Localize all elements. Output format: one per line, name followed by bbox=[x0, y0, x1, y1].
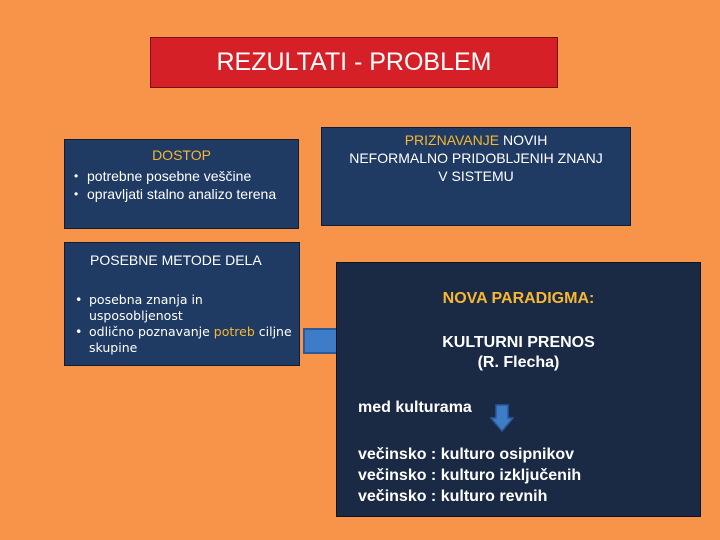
metode-item bbox=[89, 324, 294, 356]
priznavanje-highlight: PRIZNAVANJE bbox=[404, 132, 500, 148]
metode-item-2-post: ciljne skupine bbox=[89, 324, 292, 355]
metode-item: • posebna znanja in usposobljenost bbox=[89, 292, 294, 324]
priznavanje-line-2: NEFORMALNO PRIDOBLJENIH ZNANJ bbox=[349, 150, 603, 166]
priznavanje-box bbox=[321, 127, 631, 226]
paradigma-list-item: večinsko : kulturo revnih bbox=[358, 488, 548, 505]
page-title: REZULTATI - PROBLEM bbox=[216, 48, 492, 76]
paradigma-title: NOVA PARADIGMA: bbox=[442, 290, 595, 307]
dostop-list bbox=[65, 167, 276, 203]
paradigma-subtitle-1: KULTURNI PRENOS bbox=[442, 334, 595, 351]
metode-item-2-pre: odlično poznavanje bbox=[89, 324, 214, 339]
priznavanje-line-1 bbox=[322, 131, 630, 149]
metode-box bbox=[64, 242, 300, 366]
metode-list bbox=[65, 292, 294, 356]
paradigma-list bbox=[358, 444, 581, 507]
metode-item-2-highlight: potreb bbox=[213, 324, 255, 339]
paradigma-med: med kulturama bbox=[358, 399, 472, 416]
paradigma-subtitle bbox=[337, 333, 700, 373]
dostop-box bbox=[64, 139, 299, 229]
priznavanje-line-3: V SISTEMU bbox=[438, 168, 514, 184]
arrow-down-icon bbox=[490, 404, 514, 432]
paradigma-list-item: večinsko : kulturo osipnikov bbox=[358, 446, 575, 463]
priznavanje-line-1-rest: NOVIH bbox=[499, 132, 548, 148]
paradigma-list-item: večinsko : kulturo izključenih bbox=[358, 467, 582, 484]
dostop-item: • potrebne posebne veščine bbox=[87, 167, 276, 185]
paradigma-box bbox=[336, 262, 701, 517]
dostop-heading: DOSTOP bbox=[152, 147, 211, 163]
metode-heading: POSEBNE METODE DELA bbox=[90, 252, 262, 268]
paradigma-subtitle-2: (R. Flecha) bbox=[477, 354, 560, 371]
title-banner bbox=[150, 37, 558, 88]
dostop-item: • opravljati stalno analizo terena bbox=[87, 185, 276, 203]
